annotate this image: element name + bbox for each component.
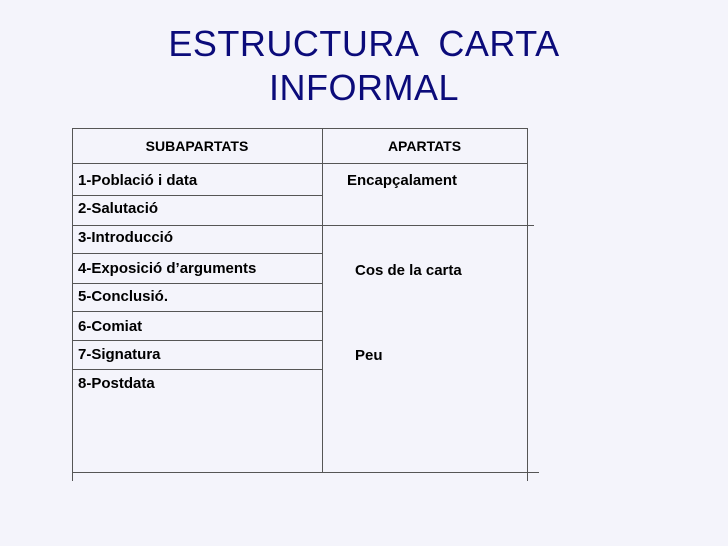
header-apartats: APARTATS: [387, 138, 462, 154]
subapartat-item: 2-Salutació: [78, 200, 159, 217]
apartat-encapcalament: Encapçalament: [347, 172, 458, 189]
header-subapartats: SUBAPARTATS: [145, 138, 249, 154]
row-divider: [72, 369, 322, 370]
title-line-2: INFORMAL: [268, 67, 459, 108]
subapartat-item: 5-Conclusió.: [78, 288, 169, 305]
row-divider: [72, 283, 322, 284]
apartat-peu: Peu: [355, 347, 383, 364]
subapartat-item: 4-Exposició d’arguments: [78, 260, 257, 277]
header-divider: [72, 163, 527, 164]
row-divider: [72, 340, 322, 341]
table-border-top: [72, 128, 527, 129]
table-border-right: [527, 128, 528, 481]
column-divider: [322, 128, 323, 473]
subapartat-item: 3-Introducció: [78, 229, 174, 246]
title-line-1: ESTRUCTURA CARTA: [168, 23, 560, 64]
table-border-bottom: [72, 472, 539, 473]
subapartat-item: 7-Signatura: [78, 346, 161, 363]
subapartat-item: 8-Postdata: [78, 375, 155, 392]
apartat-cos: Cos de la carta: [355, 262, 462, 279]
subapartat-item: 6-Comiat: [78, 318, 143, 335]
subapartat-item: 1-Població i data: [78, 172, 198, 189]
row-divider: [72, 225, 534, 226]
row-divider: [72, 195, 322, 196]
row-divider: [72, 311, 322, 312]
row-divider: [72, 253, 322, 254]
table-border-left: [72, 128, 73, 481]
